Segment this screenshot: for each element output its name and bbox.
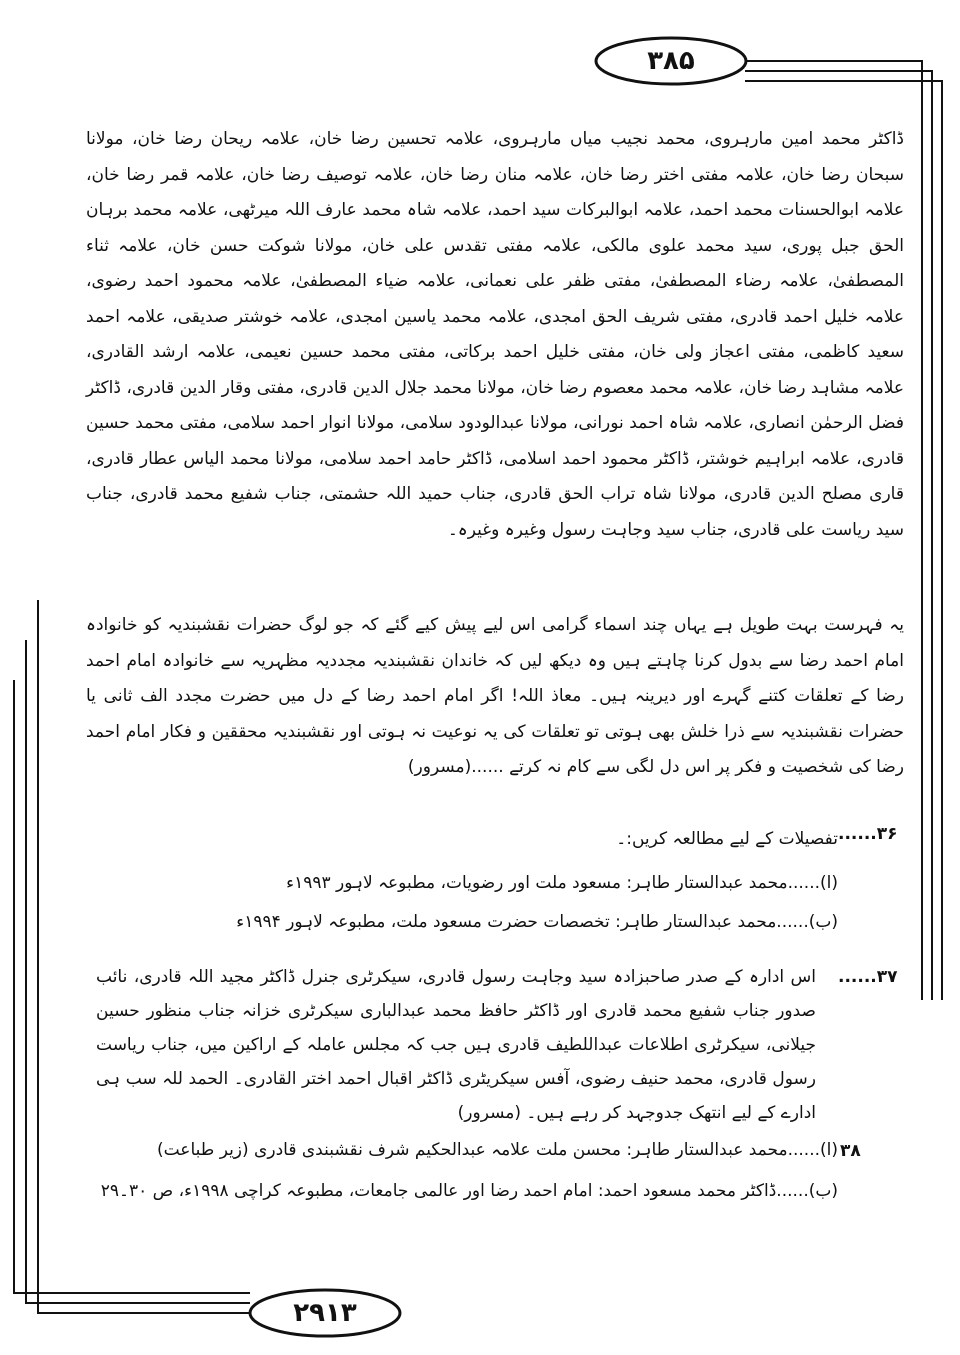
note-number-36: ۳۶...... xyxy=(838,824,898,844)
names-paragraph-text: ڈاکٹر محمد امین مارہروی، محمد نجیب میاں مارہروی، علامہ تحسین رضا خان، علامہ ریحان رضا خان، مولانا سبحان رضا خان، علامہ مفتی اختر رضا خان، علامہ منان رضا خان، علامہ توصیف رضا خان، علامہ قمر رضا خان، علامہ ابوالحسنات محمد احمد، علامہ ابوالبرکات سید احمد، علامہ شاہ محمد عارف اللہ میرٹھی، علامہ محمد برہان الحق جبل پوری، سید محمد علوی مالکی، علامہ مفتی تقدس علی خان، مولانا شوکت حسن خان، علامہ ثناء المصطفیٰ، علامہ رضاء المصطفیٰ، مفتی ظفر علی نعمانی، علامہ ضیاء المصطفیٰ، علامہ محمود احمد رضوی، علامہ خلیل احمد قادری، مفتی شریف الحق امجدی، علامہ محمد یاسین امجدی، علامہ خوشتر صدیقی، علامہ احمد سعید کاظمی، مفتی اعجاز ولی خان، مفتی خلیل احمد برکاتی، مفتی محمد حسین نعیمی، علامہ ارشد القادری، علامہ مشاہد رضا خان، علامہ محمد معصوم رضا خان، مولانا محمد جلال الدین قادری، مفتی وقار الدین قادری، ڈاکٹر فضل الرحمٰن انصاری، علامہ شاہ احمد نورانی، مولانا عبدالودود سلامی، مولانا انوار احمد سلامی، مفتی محمد حسین قادری، علامہ ابراہیم خوشتر، ڈاکٹر محمود احمد اسلامی، ڈاکٹر حامد احمد سلامی، مولانا محمد الیاس عطار قادری، قاری مصلح الدین قادری، مولانا شاہ تراب الحق قادری، جناب حمید اللہ حشمتی، جناب شفیع محمد قادری، جناب سید ریاست علی قادری، جناب سید وجاہت رسول وغیرہ وغیرہ۔ xyxy=(86,129,904,540)
bottom-page-number: ۲۹۱۳ xyxy=(293,1298,357,1328)
top-page-number: ۳۸۵ xyxy=(647,46,695,76)
note-38-ref-b: (ب)......ڈاکٹر محمد مسعود احمد: امام احمد رضا اور عالمی جامعات، مطبوعہ کراچی ۱۹۹۸ء، ص ۳۰۔۲۹ xyxy=(100,1181,838,1201)
note-38-ref-a: (ا)......محمد عبدالستار طاہر: محسن ملت علامہ عبدالحکیم شرف نقشبندی قادری (زیر طباعت) xyxy=(156,1140,838,1160)
note-number-38: ۳۸ xyxy=(840,1141,861,1161)
note-36-ref-a: (ا)......محمد عبدالستار طاہر: مسعود ملت اور رضویات، مطبوعہ لاہور ۱۹۹۳ء xyxy=(286,873,838,893)
note-36-text: تفصیلات کے لیے مطالعہ کریں:۔ xyxy=(616,829,838,849)
note-37-text: اس ادارہ کے صدر صاحبزادہ سید وجاہت رسول قادری، سیکرٹری جنرل ڈاکٹر مجید اللہ قادری، نائب صدور جناب شفیع محمد قادری اور ڈاکٹر حافظ محمد عبدالباری سیکرٹری خزانہ جناب منظور حسین جیلانی، سیکرٹری اطلاعات عبداللطیف قادری ہیں جب کہ مجلس عاملہ کے اراکین میں، جناب ریاست رسول قادری، محمد حنیف رضوی، آفس سیکریٹری ڈاکٹر اقبال احمد اختر القادری۔ الحمد للہ سب ہی ادارے کے لیے انتھک جدوجہد کر رہے ہیں۔ (مسرور) xyxy=(96,967,816,1123)
names-paragraph xyxy=(86,122,904,548)
note-number-37: ۳۷...... xyxy=(838,967,898,987)
comment-paragraph-text: یہ فہرست بہت طویل ہے یہاں چند اسماء گرامی اس لیے پیش کیے گئے کہ جو لوگ حضرات نقشبندیہ کو خانوادہ امام احمد رضا سے بدول کرنا چاہتے ہیں وہ دیکھ لیں کہ خاندان نقشبندیہ مجددیہ مظہریہ سے خانوادہ امام احمد رضا کے تعلقات کتنے گہرے اور دیرینہ ہیں۔ معاذ اللہ! اگر امام احمد رضا کے دل میں حضرت مجدد الف ثانی یا حضرات نقشبندیہ سے ذرا خلش بھی ہوتی تو تعلقات کی یہ نوعیت نہ ہوتی اور نقشبندیہ محققین و فکار امام احمد رضا کی شخصیت و فکر پر اس دل لگی سے کام نہ کرتے ......(مسرور) xyxy=(86,615,904,777)
note-36-ref-b: (ب)......محمد عبدالستار طاہر: تخصصات حضرت مسعود ملت، مطبوعہ لاہور ۱۹۹۴ء xyxy=(236,912,838,932)
comment-paragraph xyxy=(86,608,904,786)
